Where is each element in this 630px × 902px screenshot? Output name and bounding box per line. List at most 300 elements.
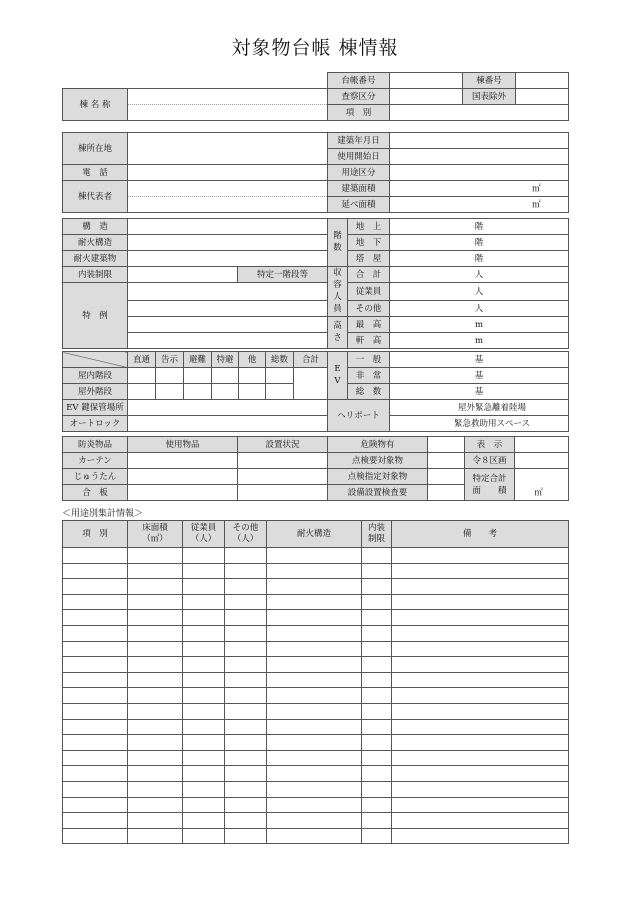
usage-cell-floor-area[interactable] bbox=[128, 657, 183, 673]
usage-row bbox=[63, 688, 569, 704]
usage-cell-others[interactable] bbox=[225, 657, 267, 673]
usage-row bbox=[63, 672, 569, 688]
usage-col-others: その他 （人） bbox=[225, 521, 267, 548]
usage-cell-employees[interactable] bbox=[183, 548, 225, 564]
floor-area-field[interactable] bbox=[390, 197, 569, 213]
employees-label: 従業員 bbox=[348, 283, 390, 301]
usage-cell-interior[interactable] bbox=[362, 688, 392, 704]
usage-cell-others[interactable] bbox=[225, 813, 267, 829]
usage-cell-employees[interactable] bbox=[183, 641, 225, 657]
usage-cell-remarks[interactable] bbox=[392, 719, 569, 735]
usage-row bbox=[63, 657, 569, 673]
max-height-label: 最 高 bbox=[348, 317, 390, 333]
usage-cell-item[interactable] bbox=[63, 766, 128, 782]
special-case-field-1[interactable] bbox=[128, 283, 328, 301]
indoor-evac-field[interactable] bbox=[184, 368, 212, 384]
usage-cell-others[interactable] bbox=[225, 625, 267, 641]
total-unit: 人 bbox=[474, 269, 484, 280]
usage-cell-floor-area[interactable] bbox=[128, 781, 183, 797]
usage-cell-employees[interactable] bbox=[183, 813, 225, 829]
eave-height-field[interactable] bbox=[390, 333, 569, 349]
ev-general-label: 一 般 bbox=[348, 352, 390, 368]
usage-cell-employees[interactable] bbox=[183, 610, 225, 626]
usage-cell-others[interactable] bbox=[225, 579, 267, 595]
structure-field[interactable] bbox=[128, 219, 328, 235]
specific-total-area-unit: ㎡ bbox=[534, 488, 543, 498]
usage-cell-others[interactable] bbox=[225, 610, 267, 626]
location-label: 棟所在地 bbox=[63, 133, 128, 165]
phone-label: 電 話 bbox=[63, 165, 128, 181]
capacity-label: 収容人員 bbox=[328, 267, 348, 317]
col-sum: 合計 bbox=[294, 352, 328, 368]
rescue-space-option[interactable]: 緊急救助用スペース bbox=[390, 416, 569, 432]
col-direct: 直通 bbox=[128, 352, 156, 368]
heliport-label: ヘリポート bbox=[328, 400, 390, 432]
usage-cell-others[interactable] bbox=[225, 563, 267, 579]
usage-cell-remarks[interactable] bbox=[392, 641, 569, 657]
outdoor-other-field[interactable] bbox=[239, 384, 266, 400]
curtain-items-field[interactable] bbox=[128, 453, 238, 469]
specific-total-area-field[interactable] bbox=[515, 469, 569, 501]
usage-cell-interior[interactable] bbox=[362, 719, 392, 735]
ev-general-field[interactable] bbox=[390, 352, 569, 368]
usage-cell-item[interactable] bbox=[63, 813, 128, 829]
usage-cell-remarks[interactable] bbox=[392, 781, 569, 797]
usage-cell-item[interactable] bbox=[63, 735, 128, 751]
usage-row bbox=[63, 625, 569, 641]
usage-cell-fireproof[interactable] bbox=[267, 797, 362, 813]
construction-date-label: 建築年月日 bbox=[328, 133, 390, 149]
location-field[interactable] bbox=[128, 133, 328, 165]
carpet-items-field[interactable] bbox=[128, 469, 238, 485]
item-label: 項 別 bbox=[328, 105, 390, 121]
indoor-stairs-label: 屋内階段 bbox=[63, 368, 128, 384]
section-stairs bbox=[62, 351, 568, 432]
usage-row bbox=[63, 610, 569, 626]
usage-cell-interior[interactable] bbox=[362, 579, 392, 595]
plywood-status-field[interactable] bbox=[238, 485, 328, 501]
max-height-field[interactable] bbox=[390, 317, 569, 333]
building-area-unit: ㎡ bbox=[532, 183, 541, 194]
item-field[interactable] bbox=[390, 105, 569, 121]
hazardous-field[interactable] bbox=[428, 437, 465, 453]
col-special-evac: 特避 bbox=[212, 352, 239, 368]
fire-resistant-bldg-field[interactable] bbox=[128, 251, 328, 267]
usage-cell-others[interactable] bbox=[225, 688, 267, 704]
usage-row bbox=[63, 719, 569, 735]
usage-cell-item[interactable] bbox=[63, 563, 128, 579]
usage-cell-floor-area[interactable] bbox=[128, 688, 183, 704]
representative-kana-field[interactable] bbox=[128, 181, 328, 197]
usage-cell-item[interactable] bbox=[63, 625, 128, 641]
usage-cell-employees[interactable] bbox=[183, 735, 225, 751]
usage-cell-others[interactable] bbox=[225, 719, 267, 735]
eave-height-label: 軒 高 bbox=[348, 333, 390, 349]
special-case-field-4[interactable] bbox=[128, 333, 328, 349]
usage-cell-item[interactable] bbox=[63, 750, 128, 766]
usage-cell-fireproof[interactable] bbox=[267, 579, 362, 595]
usage-cell-fireproof[interactable] bbox=[267, 766, 362, 782]
ev-label: EV bbox=[328, 352, 348, 400]
structure-label: 構 造 bbox=[63, 219, 128, 235]
ledger-no-field[interactable] bbox=[390, 73, 463, 89]
auto-lock-field[interactable] bbox=[128, 416, 328, 432]
usage-cell-fireproof[interactable] bbox=[267, 688, 362, 704]
construction-date-field[interactable] bbox=[390, 133, 569, 149]
above-ground-field[interactable] bbox=[390, 219, 569, 235]
outdoor-evac-field[interactable] bbox=[184, 384, 212, 400]
usage-cell-floor-area[interactable] bbox=[128, 579, 183, 595]
usage-cell-fireproof[interactable] bbox=[267, 672, 362, 688]
bldg-name-kana-field[interactable] bbox=[128, 89, 328, 105]
section-basic bbox=[62, 72, 568, 121]
usage-cell-others[interactable] bbox=[225, 735, 267, 751]
fireproof-label: 耐火構造 bbox=[63, 235, 128, 251]
employees-unit: 人 bbox=[474, 286, 484, 297]
usage-cell-others[interactable] bbox=[225, 594, 267, 610]
usage-cell-interior[interactable] bbox=[362, 766, 392, 782]
usage-cell-interior[interactable] bbox=[362, 828, 392, 844]
designated-target-field[interactable] bbox=[428, 469, 465, 485]
usage-cell-others[interactable] bbox=[225, 828, 267, 844]
indoor-special-field[interactable] bbox=[212, 368, 239, 384]
section-location bbox=[62, 132, 568, 213]
building-area-field[interactable] bbox=[390, 181, 569, 197]
usage-cell-floor-area[interactable] bbox=[128, 828, 183, 844]
inspection-category-label: 査察区分 bbox=[328, 89, 390, 105]
floor-area-label: 延べ面積 bbox=[328, 197, 390, 213]
usage-cell-employees[interactable] bbox=[183, 766, 225, 782]
usage-cell-floor-area[interactable] bbox=[128, 813, 183, 829]
eave-height-unit: m bbox=[474, 335, 484, 346]
order8-label: 令８区画 bbox=[465, 453, 515, 469]
usage-cell-floor-area[interactable] bbox=[128, 641, 183, 657]
usage-cell-item[interactable] bbox=[63, 797, 128, 813]
equipment-check-label: 設備設置検査要 bbox=[328, 485, 428, 501]
usage-row bbox=[63, 766, 569, 782]
usage-cell-employees[interactable] bbox=[183, 672, 225, 688]
usage-row bbox=[63, 813, 569, 829]
usage-cell-employees[interactable] bbox=[183, 563, 225, 579]
col-evacuation: 避難 bbox=[184, 352, 212, 368]
hazardous-label: 危険物有 bbox=[328, 437, 428, 453]
special-case-field-3[interactable] bbox=[128, 317, 328, 333]
plywood-items-field[interactable] bbox=[128, 485, 238, 501]
usage-cell-fireproof[interactable] bbox=[267, 594, 362, 610]
usage-cell-item[interactable] bbox=[63, 641, 128, 657]
usage-cell-interior[interactable] bbox=[362, 594, 392, 610]
usage-cell-remarks[interactable] bbox=[392, 657, 569, 673]
floors-label: 階数 bbox=[328, 219, 348, 267]
usage-cell-fireproof[interactable] bbox=[267, 828, 362, 844]
usage-cell-fireproof[interactable] bbox=[267, 781, 362, 797]
usage-cell-remarks[interactable] bbox=[392, 563, 569, 579]
usage-cell-interior[interactable] bbox=[362, 610, 392, 626]
usage-cell-interior[interactable] bbox=[362, 641, 392, 657]
usage-cell-others[interactable] bbox=[225, 548, 267, 564]
usage-cell-interior[interactable] bbox=[362, 797, 392, 813]
usage-cell-employees[interactable] bbox=[183, 750, 225, 766]
usage-cell-floor-area[interactable] bbox=[128, 672, 183, 688]
usage-cell-interior[interactable] bbox=[362, 563, 392, 579]
building-no-label: 棟番号 bbox=[463, 73, 516, 89]
usage-cell-floor-area[interactable] bbox=[128, 797, 183, 813]
above-ground-label: 地 上 bbox=[348, 219, 390, 235]
national-exclusion-field[interactable] bbox=[516, 89, 569, 105]
usage-cell-fireproof[interactable] bbox=[267, 610, 362, 626]
usage-cell-remarks[interactable] bbox=[392, 610, 569, 626]
others-label: その他 bbox=[348, 301, 390, 317]
usage-col-interior: 内装 制限 bbox=[362, 521, 392, 548]
usage-cell-item[interactable] bbox=[63, 548, 128, 564]
total-field[interactable] bbox=[390, 267, 569, 283]
usage-cell-others[interactable] bbox=[225, 781, 267, 797]
usage-cell-remarks[interactable] bbox=[392, 813, 569, 829]
total-label: 合 計 bbox=[348, 267, 390, 283]
representative-label: 棟代表者 bbox=[63, 181, 128, 213]
usage-cell-floor-area[interactable] bbox=[128, 625, 183, 641]
stairs-sum-field[interactable] bbox=[294, 368, 328, 400]
usage-row bbox=[63, 750, 569, 766]
usage-cell-remarks[interactable] bbox=[392, 750, 569, 766]
usage-cell-others[interactable] bbox=[225, 703, 267, 719]
usage-cell-remarks[interactable] bbox=[392, 579, 569, 595]
section-flameproof bbox=[62, 436, 568, 501]
usage-cell-others[interactable] bbox=[225, 672, 267, 688]
usage-row bbox=[63, 703, 569, 719]
ev-total-field[interactable] bbox=[390, 384, 569, 400]
usage-cell-floor-area[interactable] bbox=[128, 766, 183, 782]
section-usage bbox=[62, 520, 568, 844]
usage-cell-others[interactable] bbox=[225, 750, 267, 766]
usage-row bbox=[63, 828, 569, 844]
usage-cell-item[interactable] bbox=[63, 594, 128, 610]
plywood-label: 合 板 bbox=[63, 485, 128, 501]
usage-cell-floor-area[interactable] bbox=[128, 563, 183, 579]
usage-cell-floor-area[interactable] bbox=[128, 548, 183, 564]
usage-row bbox=[63, 797, 569, 813]
usage-cell-floor-area[interactable] bbox=[128, 594, 183, 610]
usage-cell-floor-area[interactable] bbox=[128, 719, 183, 735]
usage-row bbox=[63, 563, 569, 579]
flameproof-label: 防炎物品 bbox=[63, 437, 128, 453]
indoor-notice-field[interactable] bbox=[156, 368, 184, 384]
specific-single-stair-label: 特定一階段等 bbox=[238, 267, 328, 283]
usage-cell-remarks[interactable] bbox=[392, 594, 569, 610]
fire-resistant-bldg-label: 耐火建築物 bbox=[63, 251, 128, 267]
usage-row bbox=[63, 579, 569, 595]
special-case-field-2[interactable] bbox=[128, 301, 328, 317]
equipment-check-field[interactable] bbox=[428, 485, 465, 501]
specific-total-area-label: 特定合計 面 積 bbox=[465, 469, 515, 501]
use-start-field[interactable] bbox=[390, 149, 569, 165]
usage-cell-item[interactable] bbox=[63, 579, 128, 595]
usage-cell-fireproof[interactable] bbox=[267, 563, 362, 579]
usage-cell-remarks[interactable] bbox=[392, 688, 569, 704]
usage-cell-floor-area[interactable] bbox=[128, 735, 183, 751]
max-height-unit: m bbox=[474, 319, 484, 330]
order8-field[interactable] bbox=[515, 453, 569, 469]
usage-cell-interior[interactable] bbox=[362, 750, 392, 766]
usage-row bbox=[63, 735, 569, 751]
below-ground-field[interactable] bbox=[390, 235, 569, 251]
penthouse-label: 塔 屋 bbox=[348, 251, 390, 267]
usage-cell-employees[interactable] bbox=[183, 625, 225, 641]
inspection-target-label: 点検要対象物 bbox=[328, 453, 428, 469]
usage-cell-employees[interactable] bbox=[183, 781, 225, 797]
ev-emergency-unit: 基 bbox=[474, 370, 484, 381]
usage-cell-floor-area[interactable] bbox=[128, 750, 183, 766]
representative-field[interactable] bbox=[128, 197, 328, 213]
usage-cell-item[interactable] bbox=[63, 657, 128, 673]
usage-cell-employees[interactable] bbox=[183, 703, 225, 719]
usage-cell-fireproof[interactable] bbox=[267, 625, 362, 641]
usage-cell-remarks[interactable] bbox=[392, 797, 569, 813]
carpet-label: じゅうたん bbox=[63, 469, 128, 485]
usage-cell-remarks[interactable] bbox=[392, 766, 569, 782]
usage-col-remarks: 備 考 bbox=[392, 521, 569, 548]
usage-row bbox=[63, 781, 569, 797]
building-area-label: 建築面積 bbox=[328, 181, 390, 197]
section-structure bbox=[62, 218, 568, 349]
usage-cell-interior[interactable] bbox=[362, 625, 392, 641]
building-no-field[interactable] bbox=[516, 73, 569, 89]
ev-total-unit: 基 bbox=[474, 386, 484, 397]
outdoor-special-field[interactable] bbox=[212, 384, 239, 400]
ev-lock-place-label: EV 鍵保管場所 bbox=[63, 400, 128, 416]
usage-cell-fireproof[interactable] bbox=[267, 735, 362, 751]
usage-cell-fireproof[interactable] bbox=[267, 641, 362, 657]
usage-cell-interior[interactable] bbox=[362, 657, 392, 673]
fireproof-field[interactable] bbox=[128, 235, 328, 251]
indoor-count-field[interactable] bbox=[266, 368, 294, 384]
rooftop-landing-option[interactable]: 屋外緊急離着陸場 bbox=[390, 400, 569, 416]
interior-restriction-field[interactable] bbox=[128, 267, 238, 283]
usage-caption: ＜用途別集計情報＞ bbox=[62, 509, 144, 519]
others-field[interactable] bbox=[390, 301, 569, 317]
usage-cell-item[interactable] bbox=[63, 610, 128, 626]
employees-field[interactable] bbox=[390, 283, 569, 301]
usage-row bbox=[63, 641, 569, 657]
install-status-label: 設置状況 bbox=[238, 437, 328, 453]
usage-cell-interior[interactable] bbox=[362, 813, 392, 829]
penthouse-field[interactable] bbox=[390, 251, 569, 267]
indoor-direct-field[interactable] bbox=[128, 368, 156, 384]
usage-cell-employees[interactable] bbox=[183, 797, 225, 813]
usage-cell-employees[interactable] bbox=[183, 719, 225, 735]
used-items-label: 使用物品 bbox=[128, 437, 238, 453]
usage-cell-others[interactable] bbox=[225, 797, 267, 813]
outdoor-count-field[interactable] bbox=[266, 384, 294, 400]
usage-cell-remarks[interactable] bbox=[392, 828, 569, 844]
usage-cell-fireproof[interactable] bbox=[267, 750, 362, 766]
usage-row bbox=[63, 548, 569, 564]
ev-general-unit: 基 bbox=[474, 354, 484, 365]
indoor-other-field[interactable] bbox=[239, 368, 266, 384]
usage-cell-item[interactable] bbox=[63, 688, 128, 704]
outdoor-direct-field[interactable] bbox=[128, 384, 156, 400]
ev-emergency-field[interactable] bbox=[390, 368, 569, 384]
usage-cell-others[interactable] bbox=[225, 766, 267, 782]
stairs-corner-cell bbox=[63, 352, 128, 368]
usage-cell-fireproof[interactable] bbox=[267, 703, 362, 719]
usage-cell-interior[interactable] bbox=[362, 735, 392, 751]
usage-cell-item[interactable] bbox=[63, 781, 128, 797]
usage-cell-interior[interactable] bbox=[362, 703, 392, 719]
height-label: 高さ bbox=[328, 317, 348, 349]
usage-cell-fireproof[interactable] bbox=[267, 548, 362, 564]
ledger-no-label: 台帳番号 bbox=[328, 73, 390, 89]
usage-cell-interior[interactable] bbox=[362, 781, 392, 797]
inspection-category-field[interactable] bbox=[390, 89, 463, 105]
usage-col-item: 項 別 bbox=[63, 521, 128, 548]
inspection-target-field[interactable] bbox=[428, 453, 465, 469]
usage-cell-remarks[interactable] bbox=[392, 672, 569, 688]
penthouse-unit: 階 bbox=[474, 253, 484, 264]
page-title: 対象物台帳 棟情報 bbox=[231, 37, 399, 59]
usage-cell-floor-area[interactable] bbox=[128, 610, 183, 626]
usage-cell-others[interactable] bbox=[225, 641, 267, 657]
usage-cell-item[interactable] bbox=[63, 672, 128, 688]
usage-cell-remarks[interactable] bbox=[392, 625, 569, 641]
usage-cell-employees[interactable] bbox=[183, 657, 225, 673]
usage-cell-interior[interactable] bbox=[362, 548, 392, 564]
usage-cell-remarks[interactable] bbox=[392, 703, 569, 719]
bldg-name-field[interactable] bbox=[128, 105, 328, 121]
usage-cell-item[interactable] bbox=[63, 703, 128, 719]
usage-cell-remarks[interactable] bbox=[392, 548, 569, 564]
carpet-status-field[interactable] bbox=[238, 469, 328, 485]
others-unit: 人 bbox=[474, 303, 484, 314]
auto-lock-label: オートロック bbox=[63, 416, 128, 432]
bldg-name-label: 棟 名 称 bbox=[63, 89, 128, 121]
special-case-label: 特 例 bbox=[63, 283, 128, 349]
usage-cell-item[interactable] bbox=[63, 828, 128, 844]
curtain-status-field[interactable] bbox=[238, 453, 328, 469]
usage-cell-floor-area[interactable] bbox=[128, 703, 183, 719]
ev-emergency-label: 非 常 bbox=[348, 368, 390, 384]
designated-target-label: 点検指定対象物 bbox=[328, 469, 428, 485]
ev-lock-place-field[interactable] bbox=[128, 400, 328, 416]
usage-cell-employees[interactable] bbox=[183, 828, 225, 844]
usage-cell-employees[interactable] bbox=[183, 579, 225, 595]
usage-cell-fireproof[interactable] bbox=[267, 719, 362, 735]
use-category-field[interactable] bbox=[390, 165, 569, 181]
outdoor-notice-field[interactable] bbox=[156, 384, 184, 400]
outdoor-stairs-label: 屋外階段 bbox=[63, 384, 128, 400]
col-other: 他 bbox=[239, 352, 266, 368]
usage-cell-employees[interactable] bbox=[183, 594, 225, 610]
usage-cell-item[interactable] bbox=[63, 719, 128, 735]
usage-cell-interior[interactable] bbox=[362, 672, 392, 688]
usage-col-fireproof: 耐火構造 bbox=[267, 521, 362, 548]
usage-cell-fireproof[interactable] bbox=[267, 657, 362, 673]
phone-field[interactable] bbox=[128, 165, 328, 181]
usage-cell-fireproof[interactable] bbox=[267, 813, 362, 829]
use-category-label: 用途区分 bbox=[328, 165, 390, 181]
ev-total-label: 総 数 bbox=[348, 384, 390, 400]
usage-col-employees: 従業員 （人） bbox=[183, 521, 225, 548]
below-ground-label: 地 下 bbox=[348, 235, 390, 251]
col-notice: 告示 bbox=[156, 352, 184, 368]
above-ground-unit: 階 bbox=[474, 221, 484, 232]
display-field[interactable] bbox=[515, 437, 569, 453]
interior-restriction-label: 内装制限 bbox=[63, 267, 128, 283]
usage-cell-employees[interactable] bbox=[183, 688, 225, 704]
usage-cell-remarks[interactable] bbox=[392, 735, 569, 751]
curtain-label: カーテン bbox=[63, 453, 128, 469]
national-exclusion-label: 国表除外 bbox=[463, 89, 516, 105]
